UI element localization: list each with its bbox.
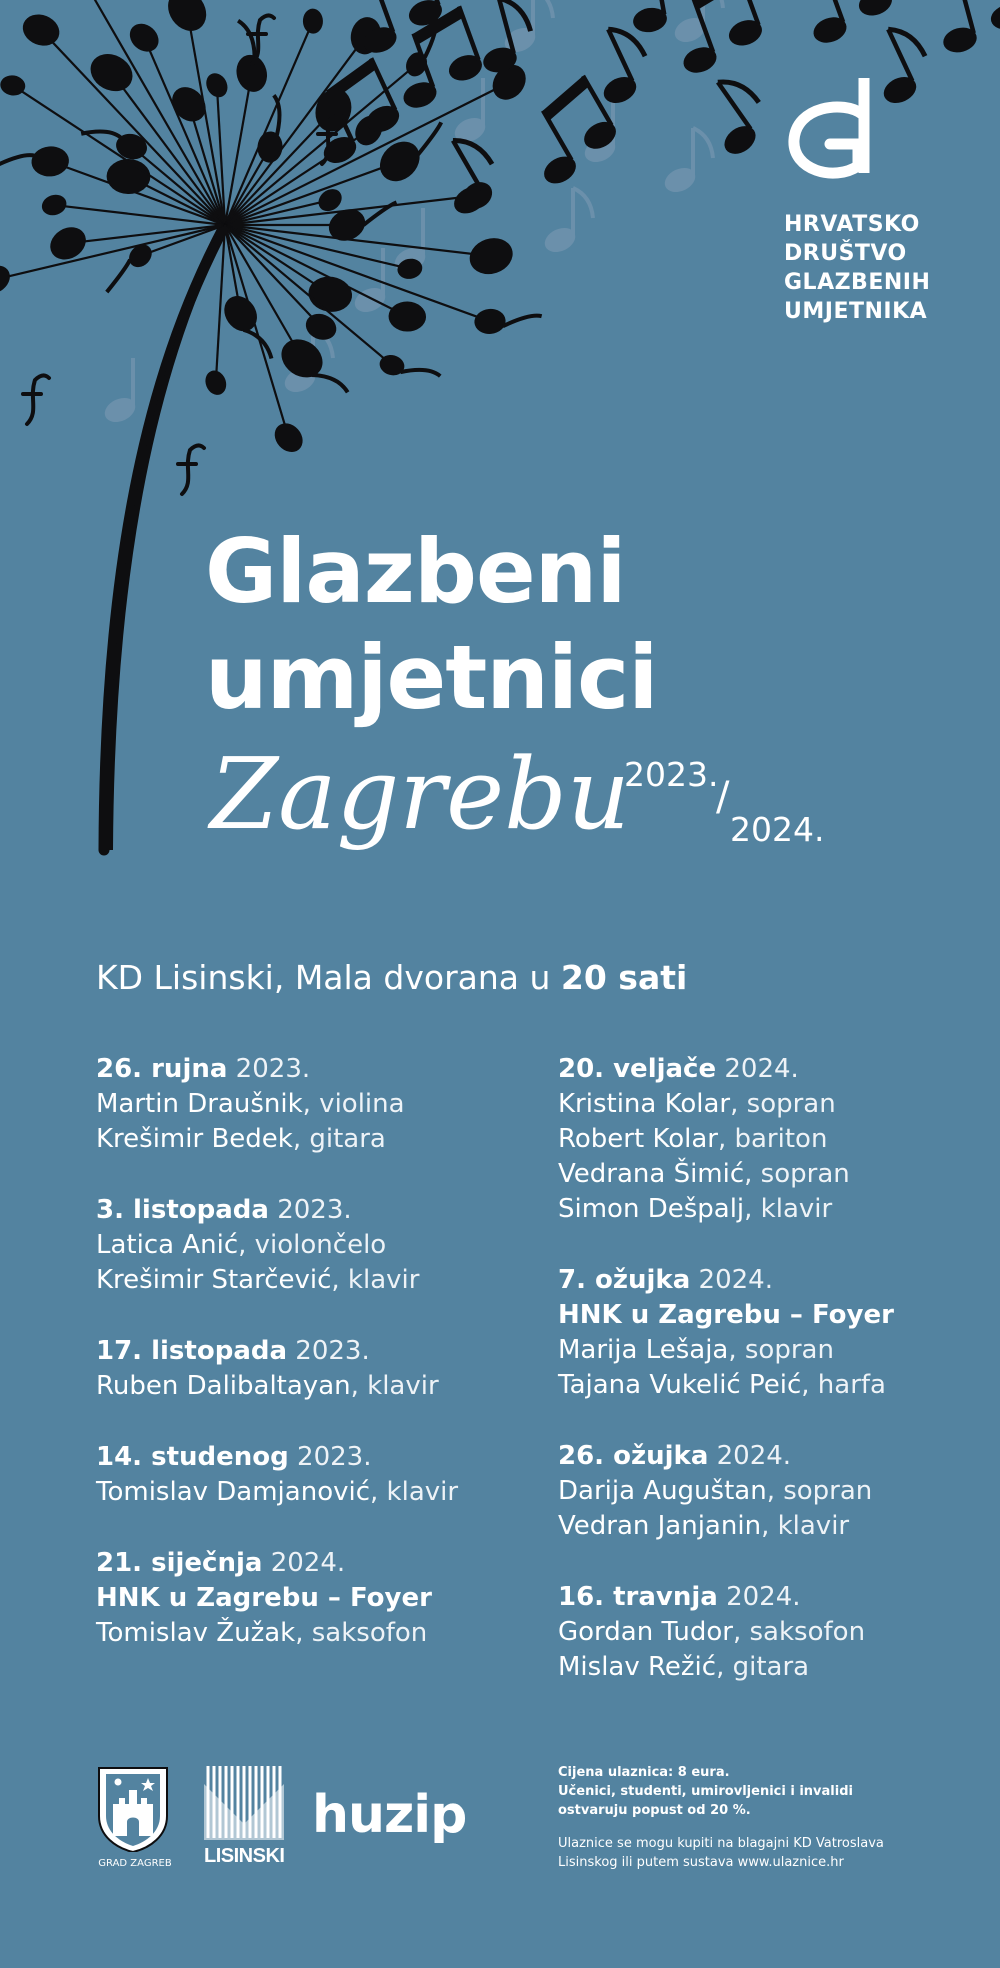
price-line: Cijena ulaznica: 8 eura. (558, 1765, 730, 1780)
event-year: 2024. (262, 1548, 346, 1578)
performer-name: Krešimir Bedek (96, 1124, 293, 1154)
concert-event (96, 1052, 526, 1157)
purchase-line: Ulaznice se mogu kupiti na blagajni KD Vatroslava (558, 1836, 884, 1851)
performer-name: Robert Kolar (558, 1124, 718, 1154)
organization-line: DRUŠTVO (784, 241, 907, 266)
performer (96, 1122, 526, 1157)
ticket-purchase-info (558, 1834, 884, 1872)
performer-instrument: , sopran (728, 1335, 834, 1365)
performer-instrument: , violončelo (238, 1230, 387, 1260)
concert-event (558, 1439, 988, 1544)
event-day-month: 7. ožujka (558, 1265, 691, 1295)
event-day-month: 20. veljače (558, 1054, 717, 1084)
venue-line (96, 958, 687, 997)
performer-instrument: , klavir (370, 1477, 459, 1507)
event-date (558, 1263, 988, 1298)
concert-event (96, 1334, 526, 1404)
performer-instrument: , klavir (744, 1194, 833, 1224)
event-date (558, 1580, 988, 1615)
venue-text: KD Lisinski, Mala dvorana u (96, 958, 561, 997)
performer-instrument: , sopran (730, 1089, 836, 1119)
events-column-right (558, 1052, 988, 1721)
event-date (96, 1546, 526, 1581)
performer-name: Darija Auguštan (558, 1476, 767, 1506)
events-column-left (96, 1052, 526, 1687)
event-location: HNK u Zagrebu – Foyer (96, 1583, 432, 1613)
event-day-month: 17. listopada (96, 1336, 288, 1366)
title-line-1: Glazbeni (205, 520, 626, 623)
lisinski-logo (204, 1764, 284, 1866)
performer-name: Kristina Kolar (558, 1089, 731, 1119)
concert-event (96, 1193, 526, 1298)
performer (558, 1509, 988, 1544)
price-line: Učenici, studenti, umirovljenici i invalidi (558, 1784, 853, 1799)
concert-event (96, 1440, 526, 1510)
purchase-line: Lisinskog ili putem sustava www.ulaznice.hr (558, 1855, 844, 1870)
season-slash: / (716, 774, 730, 820)
performer-name: Tomislav Žužak (96, 1618, 296, 1648)
season-year-end: 2024. (730, 810, 825, 849)
huzip-logo: huzip (312, 1785, 467, 1845)
performer (558, 1650, 988, 1685)
performer-instrument: , saksofon (732, 1617, 866, 1647)
ticket-price-info (558, 1763, 853, 1820)
performer-name: Latica Anić (96, 1230, 239, 1260)
title-line-3-script: Zagrebu (210, 738, 630, 852)
lisinski-wordmark: LISINSKI (204, 1845, 285, 1867)
performer (558, 1615, 988, 1650)
event-year: 2024. (690, 1265, 773, 1295)
concert-event (96, 1546, 526, 1651)
venue-time: 20 sati (560, 958, 688, 997)
performer-instrument: , violina (302, 1089, 405, 1119)
title-line-2: umjetnici (205, 626, 658, 729)
grad-zagreb-coat-of-arms-icon (96, 1764, 170, 1852)
performer-instrument: , klavir (761, 1511, 850, 1541)
season-year-start: 2023. (624, 755, 719, 794)
performer-name: Tomislav Damjanović (96, 1477, 371, 1507)
event-date (558, 1439, 988, 1474)
event-day-month: 26. rujna (96, 1054, 228, 1084)
performer-instrument: , klavir (350, 1371, 439, 1401)
event-location: HNK u Zagrebu – Foyer (558, 1300, 894, 1330)
performer-name: Marija Lešaja (558, 1335, 729, 1365)
performer (558, 1474, 988, 1509)
performer-instrument: , gitara (292, 1124, 386, 1154)
event-date (96, 1193, 526, 1228)
performer-name: Mislav Režić (558, 1652, 717, 1682)
event-day-month: 14. studenog (96, 1442, 289, 1472)
organization-name (784, 210, 930, 326)
event-date (558, 1052, 988, 1087)
event-year: 2023. (287, 1336, 370, 1366)
concert-event (558, 1052, 988, 1227)
performer (96, 1616, 526, 1651)
event-year: 2024. (708, 1441, 792, 1471)
performer-instrument: , sopran (744, 1159, 850, 1189)
performer-name: Gordan Tudor (558, 1617, 733, 1647)
grad-zagreb-caption: GRAD ZAGREB (98, 1858, 172, 1869)
performer (558, 1157, 988, 1192)
concert-event (558, 1263, 988, 1403)
performer (96, 1263, 526, 1298)
event-date (96, 1440, 526, 1475)
performer (96, 1369, 526, 1404)
performer-name: Simon Dešpalj (558, 1194, 745, 1224)
performer-name: Tajana Vukelić Peić (558, 1370, 802, 1400)
performer-name: Ruben Dalibaltayan (96, 1371, 351, 1401)
performer (96, 1228, 526, 1263)
performer-instrument: , saksofon (295, 1618, 428, 1648)
performer-name: Martin Draušnik (96, 1089, 303, 1119)
event-day-month: 21. siječnja (96, 1548, 263, 1578)
organization-line: UMJETNIKA (784, 299, 928, 324)
event-date (96, 1052, 526, 1087)
event-day-month: 26. ožujka (558, 1441, 709, 1471)
performer-name: Vedran Janjanin (558, 1511, 762, 1541)
event-date (96, 1334, 526, 1369)
event-day-month: 16. travnja (558, 1582, 718, 1612)
performer-instrument: , klavir (331, 1265, 420, 1295)
hdgu-logo-icon (784, 78, 894, 188)
event-day-month: 3. listopada (96, 1195, 269, 1225)
concert-event (558, 1580, 988, 1685)
performer (558, 1122, 988, 1157)
price-line: ostvaruju popust od 20 %. (558, 1803, 751, 1818)
event-year: 2024. (717, 1582, 801, 1612)
performer-name: Vedrana Šimić (558, 1159, 745, 1189)
performer (96, 1087, 526, 1122)
event-year: 2023. (227, 1054, 311, 1084)
performer-instrument: , gitara (716, 1652, 810, 1682)
performer (558, 1087, 988, 1122)
organization-line: HRVATSKO (784, 212, 920, 237)
performer (558, 1333, 988, 1368)
performer (558, 1368, 988, 1403)
performer (558, 1192, 988, 1227)
performer-instrument: , sopran (766, 1476, 873, 1506)
organization-line: GLAZBENIH (784, 270, 931, 295)
event-year: 2023. (288, 1442, 372, 1472)
performer-name: Krešimir Starčević (96, 1265, 332, 1295)
performer (96, 1475, 526, 1510)
event-year: 2024. (716, 1054, 799, 1084)
performer-instrument: , bariton (717, 1124, 828, 1154)
lisinski-organ-pipes-icon (204, 1764, 284, 1840)
performer-instrument: , harfa (801, 1370, 886, 1400)
event-year: 2023. (268, 1195, 352, 1225)
